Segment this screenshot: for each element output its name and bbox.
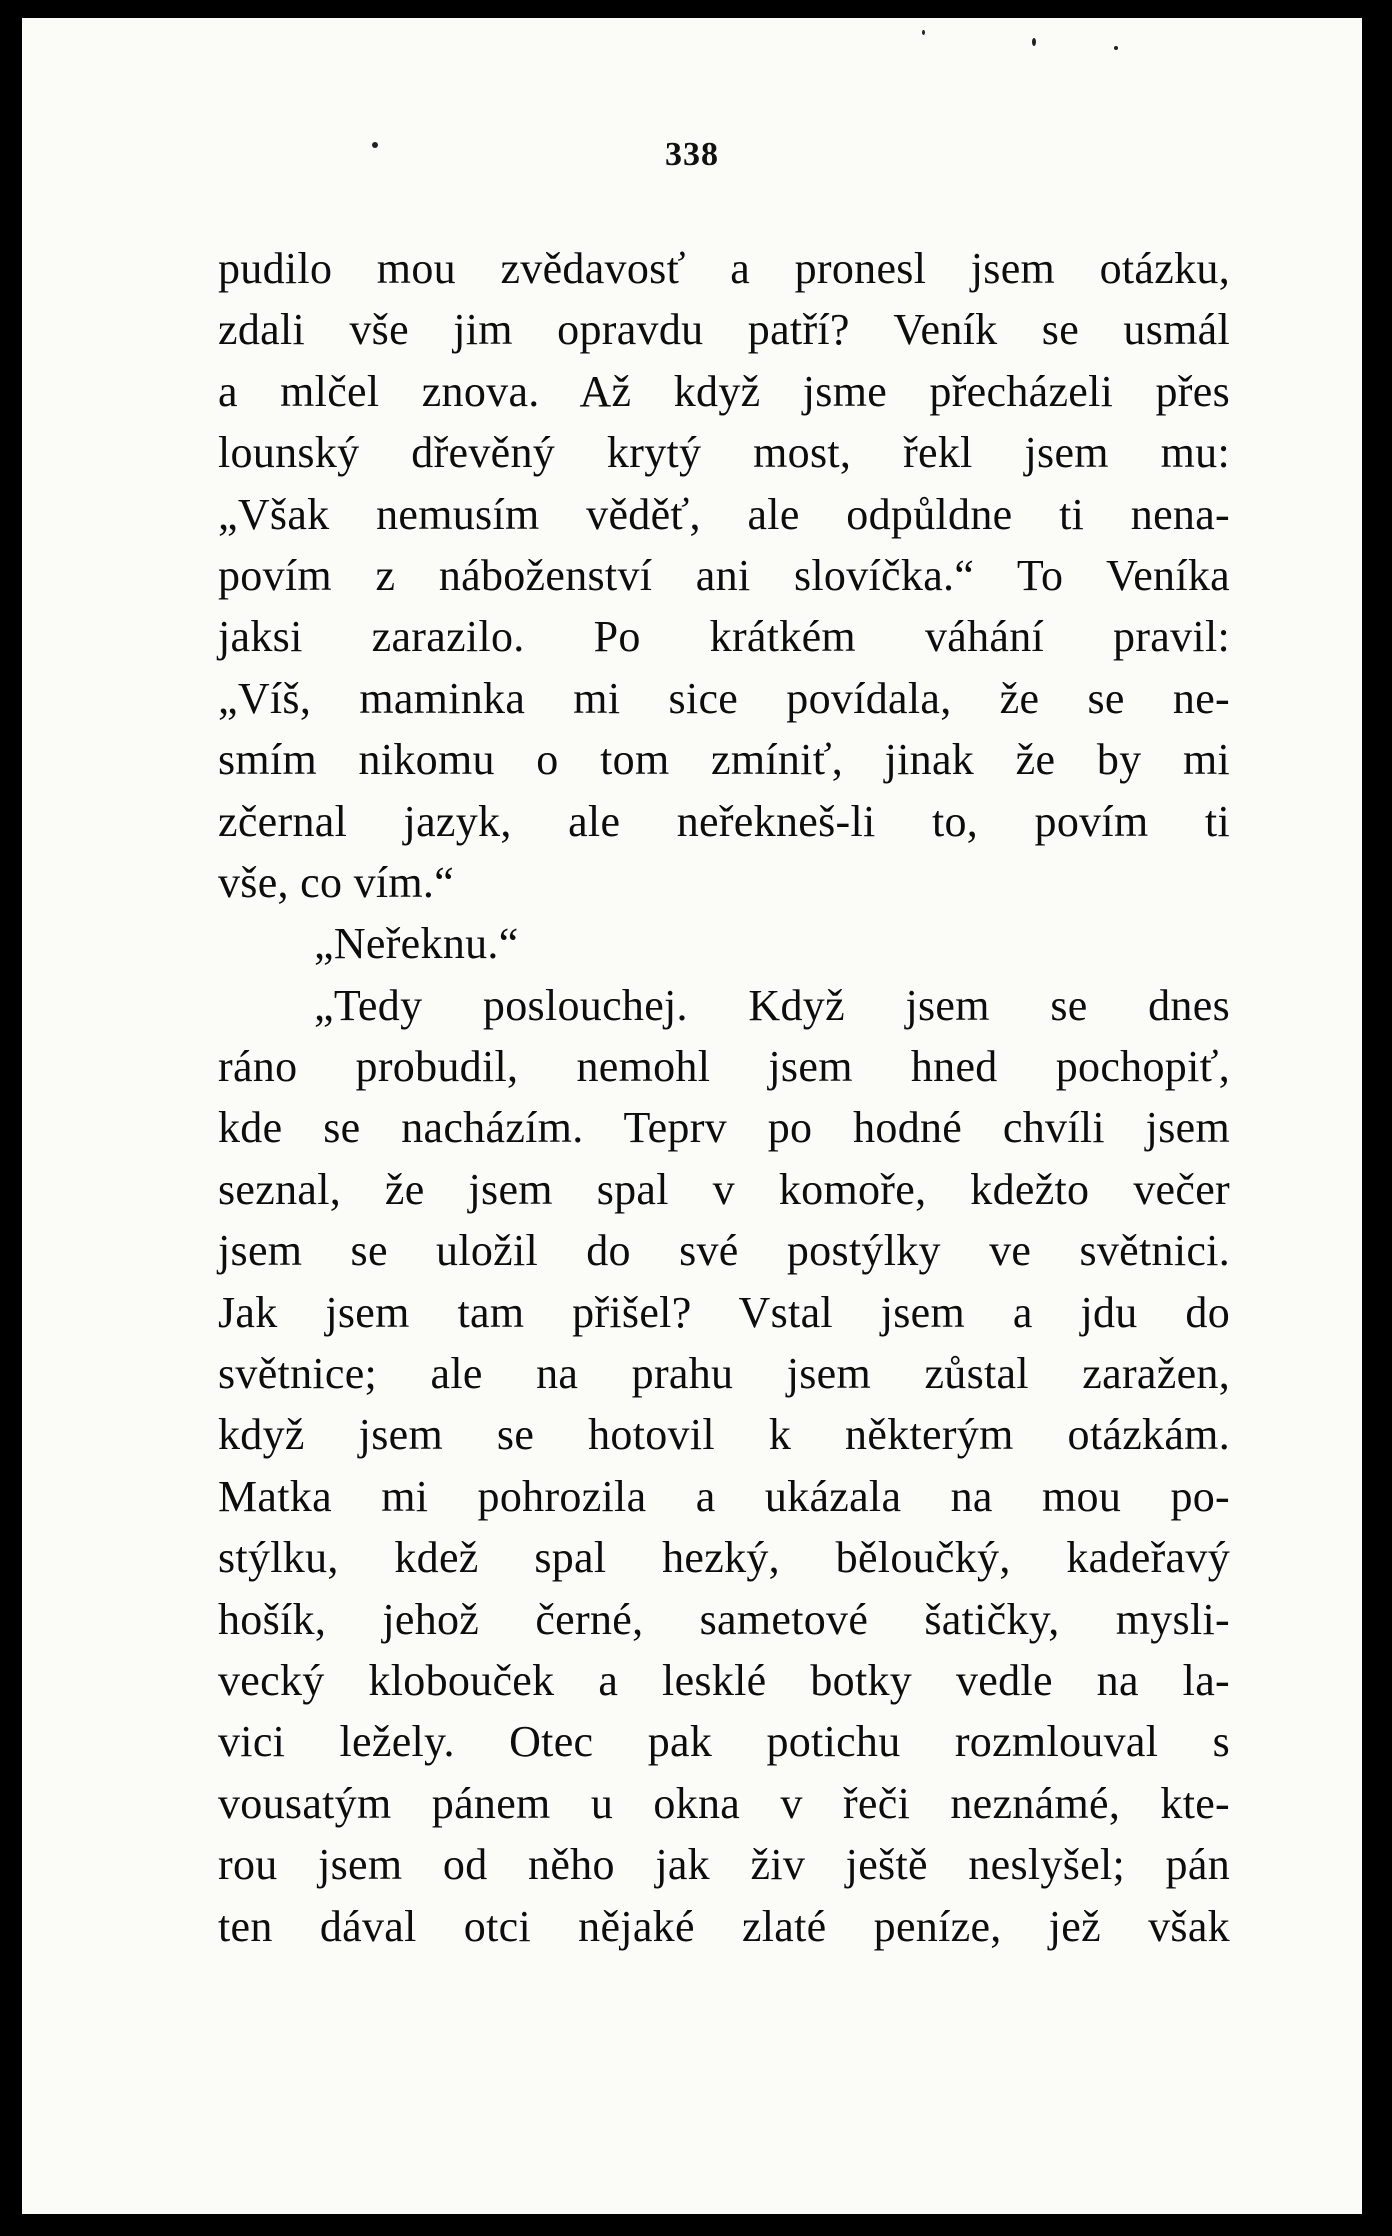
- text-line: „Neřeknu.“: [314, 919, 519, 969]
- text-line: „Víš, maminka mi sice povídala, že se ne-: [218, 673, 1230, 723]
- text-line: povím z náboženství ani slovíčka.“ To Veníka: [218, 550, 1230, 600]
- text-line: hošík, jehož černé, sametové šatičky, mysli-: [218, 1594, 1230, 1644]
- text-line: smím nikomu o tom zmíniť, jinak že by mi: [218, 735, 1230, 785]
- book-page: [22, 18, 1362, 2214]
- text-line: kde se nacházím. Teprv po hodné chvíli jsem: [218, 1103, 1230, 1153]
- page-number: 338: [665, 136, 719, 173]
- text-line: Jak jsem tam přišel? Vstal jsem a jdu do: [218, 1287, 1230, 1337]
- text-line: zčernal jazyk, ale neřekneš-li to, povím ti: [218, 796, 1230, 846]
- text-line: vousatým pánem u okna v řeči neznámé, kte-: [218, 1778, 1230, 1828]
- text-line: Matka mi pohrozila a ukázala na mou po-: [218, 1471, 1230, 1521]
- text-line: zdali vše jim opravdu patří? Veník se usmál: [218, 305, 1230, 355]
- ink-speck: [372, 142, 378, 148]
- body-text: [218, 238, 1230, 1957]
- text-line: rou jsem od něho jak živ ještě neslyšel; pán: [218, 1840, 1230, 1890]
- text-line: vici ležely. Otec pak potichu rozmlouval s: [218, 1717, 1230, 1767]
- text-line: lounský dřevěný krytý most, řekl jsem mu:: [218, 428, 1230, 478]
- text-line: jsem se uložil do své postýlky ve světnici.: [218, 1226, 1230, 1276]
- text-line: ráno probudil, nemohl jsem hned pochopiť,: [218, 1042, 1230, 1092]
- text-line: jaksi zarazilo. Po krátkém váhání pravil:: [218, 612, 1230, 662]
- text-line: světnice; ale na prahu jsem zůstal zaražen,: [218, 1349, 1230, 1399]
- text-line: a mlčel znova. Až když jsme přecházeli přes: [218, 366, 1230, 416]
- text-line: pudilo mou zvědavosť a pronesl jsem otázku,: [218, 244, 1230, 293]
- ink-speck: [1114, 46, 1118, 50]
- text-line: ten dával otci nějaké zlaté peníze, jež však: [218, 1901, 1230, 1951]
- text-line: vecký klobouček a lesklé botky vedle na la-: [218, 1655, 1230, 1705]
- text-line: stýlku, kdež spal hezký, běloučký, kadeřavý: [218, 1533, 1230, 1583]
- text-line: „Tedy poslouchej. Když jsem se dnes: [314, 980, 1230, 1030]
- text-line: když jsem se hotovil k některým otázkám.: [218, 1410, 1230, 1460]
- ink-speck: [922, 30, 925, 35]
- text-line: „Však nemusím věděť, ale odpůldne ti nena-: [218, 489, 1230, 539]
- text-line: vše, co vím.“: [218, 857, 455, 907]
- ink-speck: [1032, 38, 1036, 46]
- text-line: seznal, že jsem spal v komoře, kdežto večer: [218, 1164, 1230, 1214]
